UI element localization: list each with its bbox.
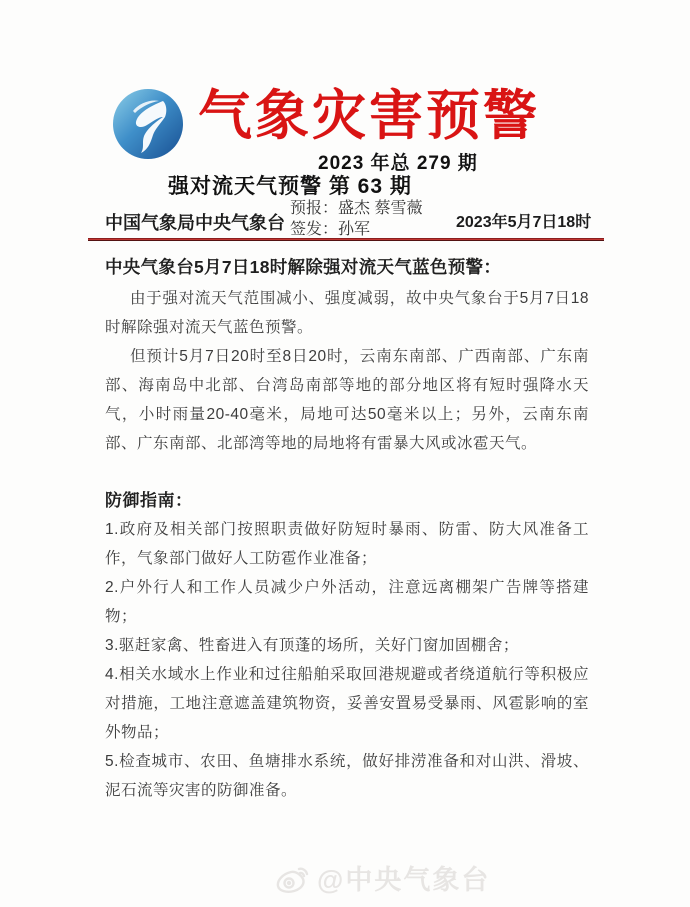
defense-guide-item: 3.驱赶家禽、牲畜进入有顶蓬的场所，关好门窗加固棚舍； [105,637,519,654]
defense-guide-item: 5.检查城市、农田、鱼塘排水系统，做好排涝准备和对山洪、滑坡、泥石流等灾害的防御准备。 [105,753,589,799]
weibo-watermark [275,858,490,897]
weibo-icon [275,862,311,894]
body-paragraph: 由于强对流天气范围减小、强度减弱，故中央气象台于5月7日18时解除强对流天气蓝色预警。 [105,290,589,336]
defense-guide-title: 防御指南： [105,491,193,510]
signer-line: 签发：孙军 [290,221,371,238]
document-body [105,252,589,805]
issue-total-number: 2023 年总 279 期 [318,153,478,174]
watermark-handle: @中央气象台 [317,865,491,895]
body-paragraph: 但预计5月7日20时至8日20时，云南东南部、广西南部、广东南部、海南岛中北部、台湾岛南部等地的部分地区将有短时强降水天气，小时雨量20-40毫米，局地可达50毫米以上；另外，云南东南部、广东南部、北部湾等地的局地将有雷暴大风或冰雹天气。 [105,348,589,452]
defense-guide-item: 4.相关水域水上作业和过往船舶采取回港规避或者绕道航行等积极应对措施，工地注意遮盖建筑物资，妥善安置易受暴雨、风雹影响的室外物品； [105,666,589,741]
issuing-agency: 中国气象局中央气象台 [105,213,285,233]
forecasters-line: 预报：盛杰 蔡雪薇 [290,200,423,217]
document-title: 气象灾害预警 [198,83,540,147]
defense-guide-item: 1.政府及相关部门按照职责做好防短时暴雨、防雷、防大风准备工作，气象部门做好人工防雹作业准备； [105,521,589,567]
warning-headline: 中央气象台5月7日18时解除强对流天气蓝色预警： [105,257,502,277]
defense-guide-item: 2.户外行人和工作人员减少户外活动，注意远离棚架广告牌等搭建物； [105,579,589,625]
header-divider-rule [88,238,604,241]
issue-datetime: 2023年5月7日18时 [456,214,592,231]
cma-logo-icon [111,87,185,161]
signature-block [290,198,422,240]
warning-issue-number: 强对流天气预警 第 63 期 [168,175,412,198]
cma-logo-graphic [111,87,185,161]
